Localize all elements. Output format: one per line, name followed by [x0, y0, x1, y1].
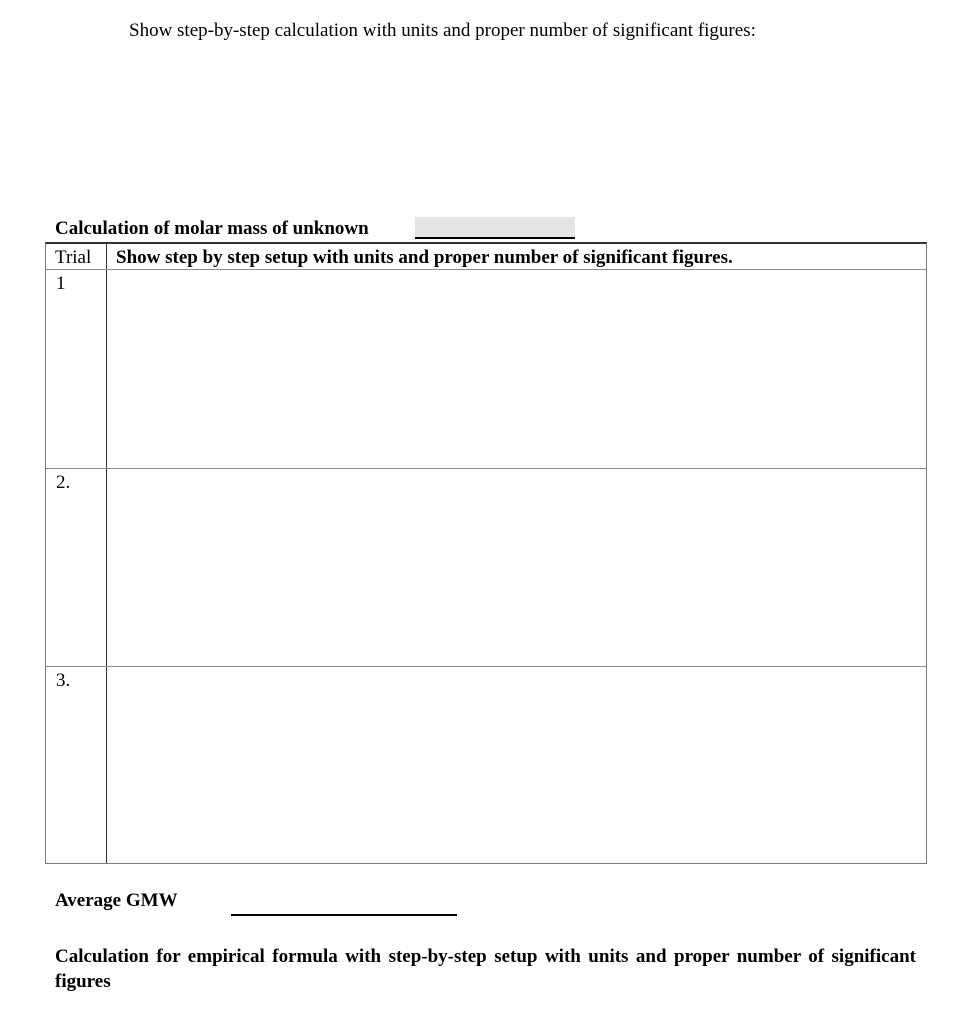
calculation-table [45, 242, 927, 864]
molar-mass-section-title: Calculation of molar mass of unknown [55, 218, 369, 239]
average-gmw-label: Average GMW [55, 890, 178, 911]
trial-work-area[interactable] [107, 270, 926, 467]
unknown-id-field[interactable] [415, 217, 575, 239]
page-instruction: Show step-by-step calculation with units and proper number of significant figures: [129, 20, 756, 41]
trial-number: 2. [56, 472, 71, 493]
average-gmw-field[interactable] [231, 914, 457, 916]
trial-column-header: Trial [55, 247, 92, 268]
setup-column-header: Show step by step setup with units and proper number of significant figures. [116, 247, 733, 268]
empirical-formula-instruction: Calculation for empirical formula with step-by-step setup with units and proper number of significant figures [55, 946, 916, 992]
trial-number: 1 [56, 273, 66, 294]
trial-number: 3. [56, 670, 71, 691]
trial-work-area[interactable] [107, 667, 926, 863]
trial-work-area[interactable] [107, 469, 926, 665]
